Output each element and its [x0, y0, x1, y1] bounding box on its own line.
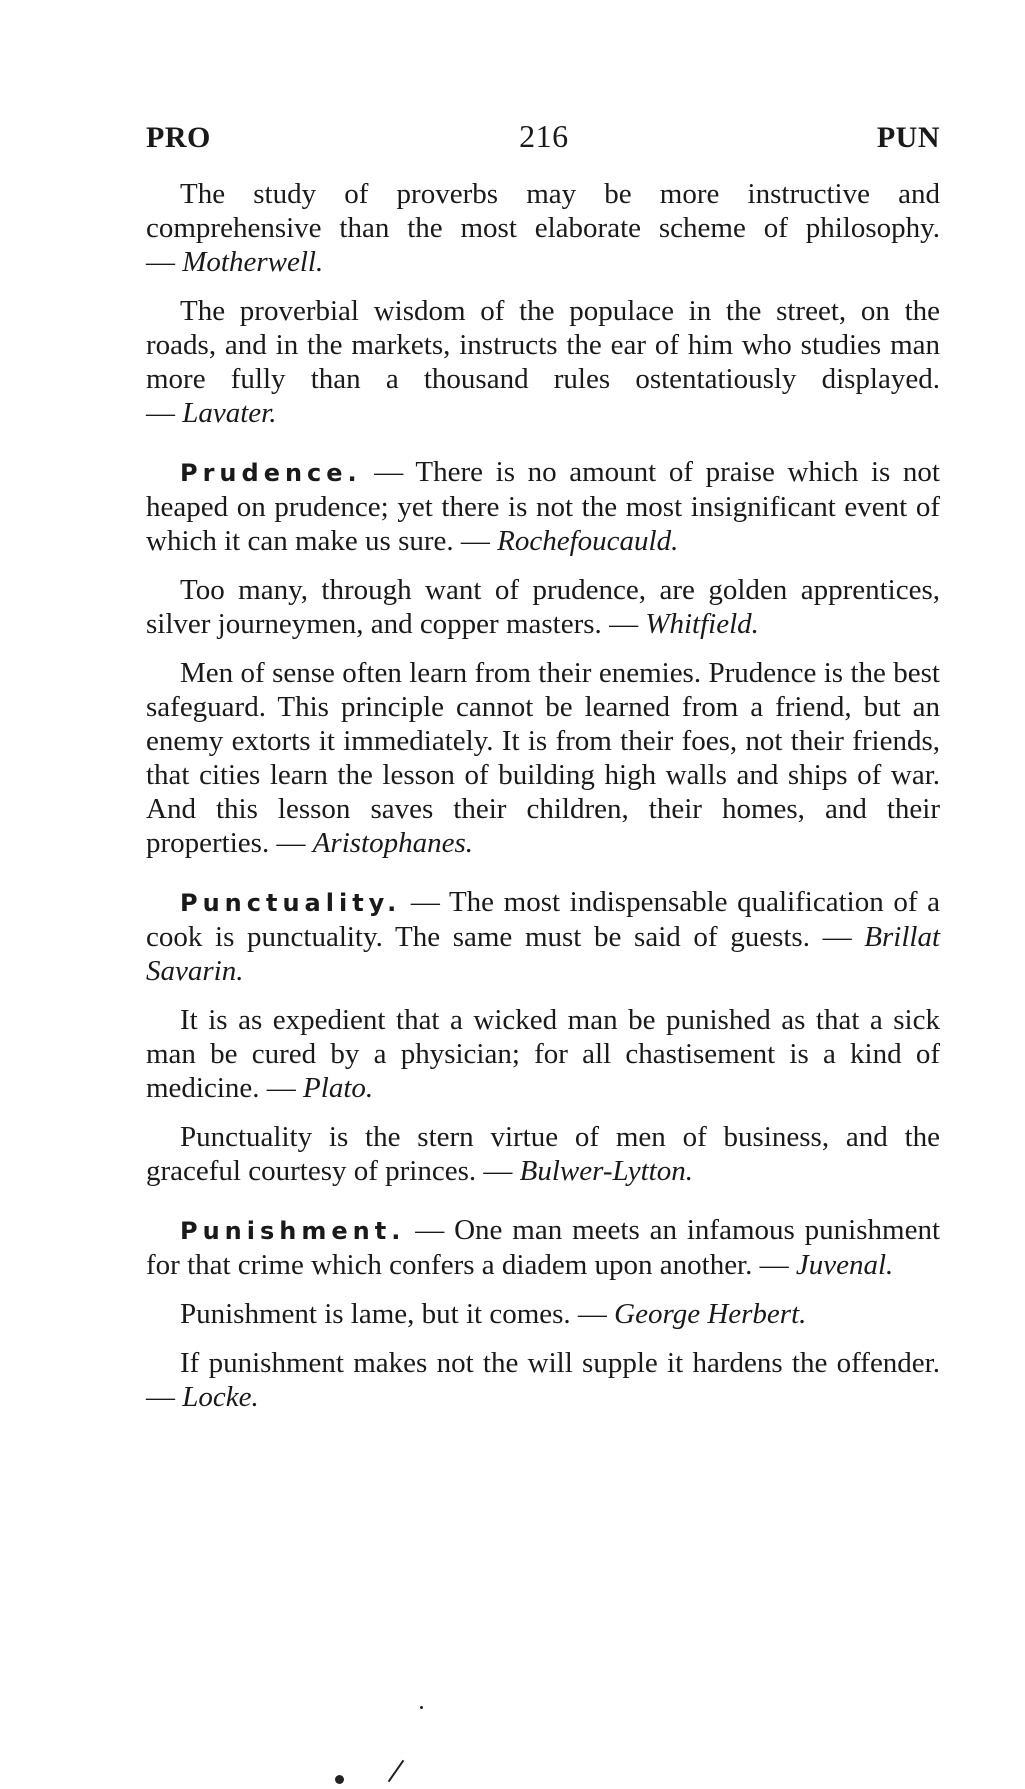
- quotation-body: [146, 177, 940, 1414]
- quotation-paragraph: The proverbial wisdom of the populace in the street, on the roads, and in the markets, instructs the ear of him who studies man more fully than a thousand rules ostentatiously displayed. — Lavater.: [146, 295, 940, 429]
- header-right-guide-word: PUN: [876, 121, 940, 154]
- entry-paragraph-prudence: Prudence. — There is no amount of praise which is not heaped on prudence; yet there is not the most insignificant event of which it can make us sure. — Rochefoucauld.: [146, 456, 940, 557]
- quotation-text: The most indispensable qualification of a cook is punctuality. The same must be said of guests.: [146, 886, 940, 953]
- scan-speck: [335, 1775, 344, 1784]
- quotation-author: Brillat Savarin.: [146, 921, 941, 987]
- quotation-paragraph: Men of sense often learn from their enemies. Prudence is the best safeguard. This principle cannot be learned from a friend, but an enemy extorts it immediately. It is from their foes, not their friends, that cities learn the lesson of building high walls and ships of war. And this lesson saves their children, their homes, and their properties. — Aristophanes.: [146, 657, 940, 859]
- quotation-text: Punctuality is the stern virtue of men of business, and the graceful courtesy of princes.: [146, 1121, 940, 1187]
- quotation-author: Plato.: [303, 1072, 374, 1104]
- quotation-author: Rochefoucauld.: [497, 525, 679, 557]
- quotation-text: There is no amount of praise which is not heaped on prudence; yet there is not the most insignificant event of which it can make us sure.: [146, 456, 940, 557]
- quotation-paragraph: Punctuality is the stern virtue of men of business, and the graceful courtesy of princes. — Bulwer-Lytton.: [146, 1121, 940, 1187]
- quotation-text: One man meets an infamous punishment for that crime which confers a diadem upon another.: [146, 1214, 941, 1281]
- quotation-author: Locke.: [182, 1381, 259, 1413]
- entry-headword: Punctuality.: [180, 889, 402, 917]
- quotation-author: Lavater.: [182, 397, 277, 429]
- quotation-author: Juvenal.: [795, 1249, 894, 1281]
- scan-speck: [420, 1706, 423, 1709]
- quotation-text: Too many, through want of prudence, are golden apprentices, silver journeymen, and copper masters.: [146, 574, 940, 640]
- quotation-paragraph: The study of proverbs may be more instructive and comprehensive than the most elaborate scheme of philosophy. — Motherwell.: [146, 178, 940, 278]
- entry-headword: Punishment.: [180, 1217, 406, 1245]
- quotation-paragraph: Too many, through want of prudence, are golden apprentices, silver journeymen, and copper masters. — Whitfield.: [146, 574, 940, 640]
- quotation-author: Whitfield.: [645, 608, 759, 640]
- entry-headword: Prudence.: [180, 459, 362, 487]
- book-page: [146, 118, 940, 1429]
- page-number: 216: [519, 118, 569, 154]
- quotation-author: Motherwell.: [182, 246, 324, 278]
- quotation-text: Men of sense often learn from their enemies. Prudence is the best safeguard. This principle cannot be learned from a friend, but an enemy extorts it immediately. It is from their foes, not their friends, that cities learn the lesson of building high walls and ships of war. And this lesson saves their children, their homes, and their properties.: [146, 657, 940, 859]
- quotation-author: Aristophanes.: [312, 827, 474, 859]
- quotation-text: Punishment is lame, but it comes.: [180, 1298, 571, 1330]
- quotation-paragraph: If punishment makes not the will supple it hardens the offender. — Locke.: [146, 1347, 940, 1413]
- quotation-author: George Herbert.: [614, 1298, 807, 1330]
- quotation-author: Bulwer-Lytton.: [519, 1155, 693, 1187]
- running-head: [146, 118, 940, 155]
- entry-paragraph-punctuality: Punctuality. — The most indispensable qualification of a cook is punctuality. The same must be said of guests. — Brillat Savarin.: [146, 886, 941, 987]
- quotation-text: The proverbial wisdom of the populace in the street, on the roads, and in the markets, instructs the ear of him who studies man more fully than a thousand rules ostentatiously displayed.: [146, 295, 940, 395]
- quotation-text: The study of proverbs may be more instructive and comprehensive than the most elaborate scheme of philosophy.: [146, 178, 940, 244]
- quotation-paragraph: It is as expedient that a wicked man be punished as that a sick man be cured by a physician; for all chastisement is a kind of medicine. — Plato.: [146, 1004, 940, 1104]
- quotation-text: It is as expedient that a wicked man be punished as that a sick man be cured by a physician; for all chastisement is a kind of medicine.: [146, 1004, 940, 1104]
- header-left-guide-word: PRO: [146, 121, 211, 154]
- scan-mark: [388, 1760, 405, 1782]
- entry-paragraph-punishment: Punishment. — One man meets an infamous punishment for that crime which confers a diadem upon another. — Juvenal.: [146, 1214, 941, 1281]
- quotation-paragraph: Punishment is lame, but it comes. — George Herbert.: [180, 1298, 807, 1330]
- quotation-text: If punishment makes not the will supple it hardens the offender.: [180, 1347, 940, 1379]
